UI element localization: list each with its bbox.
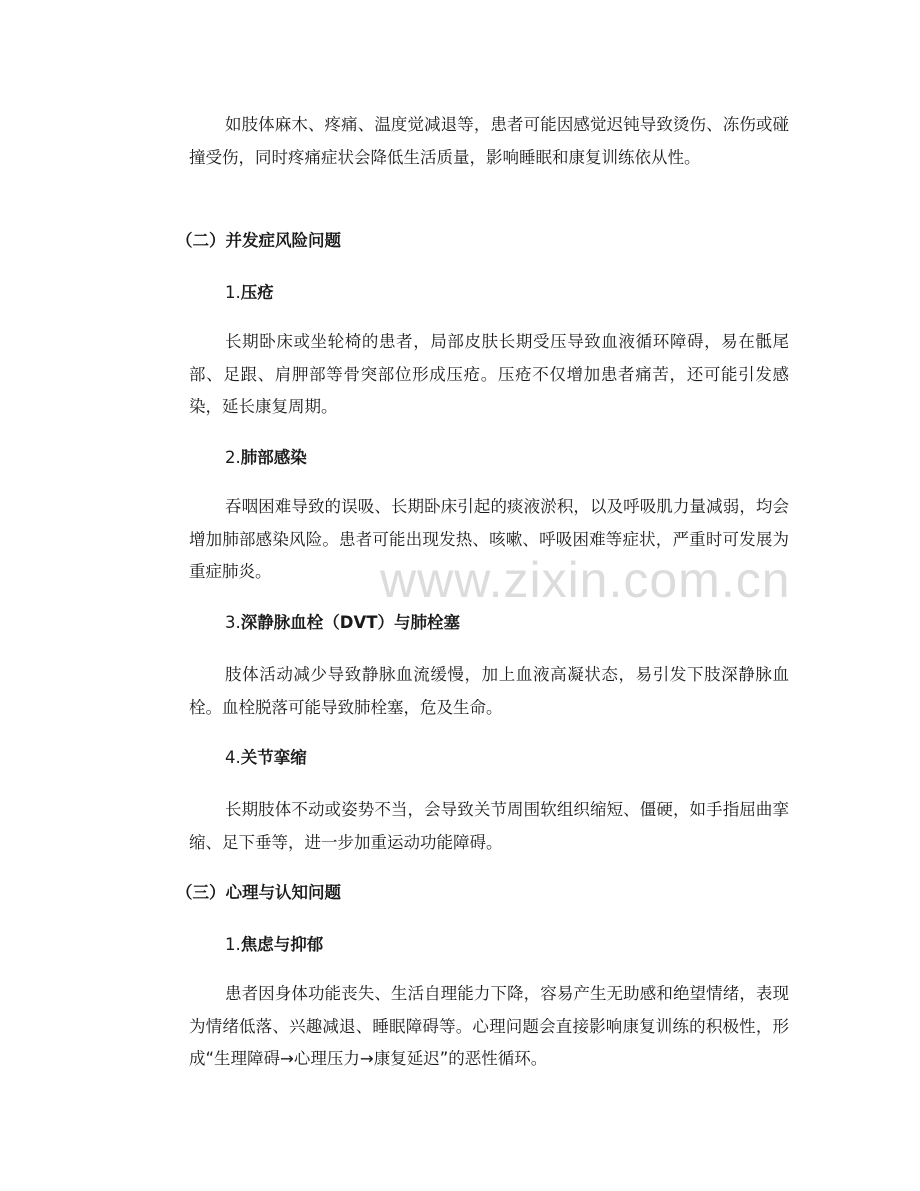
subheading-title: 关节挛缩 [240, 748, 307, 767]
paragraph-dvt: 肢体活动减少导致静脉血流缓慢，加上血液高凝状态，易引发下肢深静脉血栓。血栓脱落可能导致肺栓塞，危及生命。 [189, 665, 789, 717]
subheading-number: 1. [225, 935, 241, 954]
paragraph-sensory: 如肢体麻木、疼痛、温度觉减退等，患者可能因感觉迟钝导致烫伤、冻伤或碰撞受伤，同时疼痛症状会降低生活质量，影响睡眠和康复训练依从性。 [189, 115, 789, 167]
subheading-pressure-sores [225, 281, 274, 305]
subheading-title: 压疮 [240, 283, 274, 302]
subheading-anxiety [225, 933, 323, 957]
subheading-title: 深静脉血栓（DVT）与肺栓塞 [240, 613, 460, 632]
paragraph-pressure-sores: 长期卧床或坐轮椅的患者，局部皮肤长期受压导致血液循环障碍，易在骶尾部、足跟、肩胛部等骨突部位形成压疮。压疮不仅增加患者痛苦，还可能引发感染，延长康复周期。 [189, 332, 789, 416]
subheading-number: 1. [225, 283, 241, 302]
section-heading-psychology: （三）心理与认知问题 [176, 883, 341, 902]
subheading-contracture [225, 746, 307, 770]
section-heading-complications: （二）并发症风险问题 [176, 231, 341, 250]
paragraph-anxiety: 患者因身体功能丧失、生活自理能力下降，容易产生无助感和绝望情绪，表现为情绪低落、兴趣减退、睡眠障碍等。心理问题会直接影响康复训练的积极性，形成“生理障碍→心理压力→康复延迟”的恶性循环。 [189, 984, 789, 1068]
subheading-dvt [225, 611, 460, 635]
subheading-lung-infection [225, 446, 307, 470]
subheading-title: 肺部感染 [240, 448, 307, 467]
watermark: www.zixin.com.cn [380, 552, 791, 608]
subheading-title: 焦虑与抑郁 [240, 935, 324, 954]
subheading-number: 3. [225, 613, 241, 632]
paragraph-contracture: 长期肢体不动或姿势不当，会导致关节周围软组织缩短、僵硬，如手指屈曲挛缩、足下垂等，进一步加重运动功能障碍。 [189, 800, 789, 852]
subheading-number: 2. [225, 448, 241, 467]
paragraph-lung-infection: 吞咽困难导致的误吸、长期卧床引起的痰液淤积，以及呼吸肌力量减弱，均会增加肺部感染风险。患者可能出现发热、咳嗽、呼吸困难等症状，严重时可发展为重症肺炎。 [189, 497, 789, 581]
subheading-number: 4. [225, 748, 241, 767]
